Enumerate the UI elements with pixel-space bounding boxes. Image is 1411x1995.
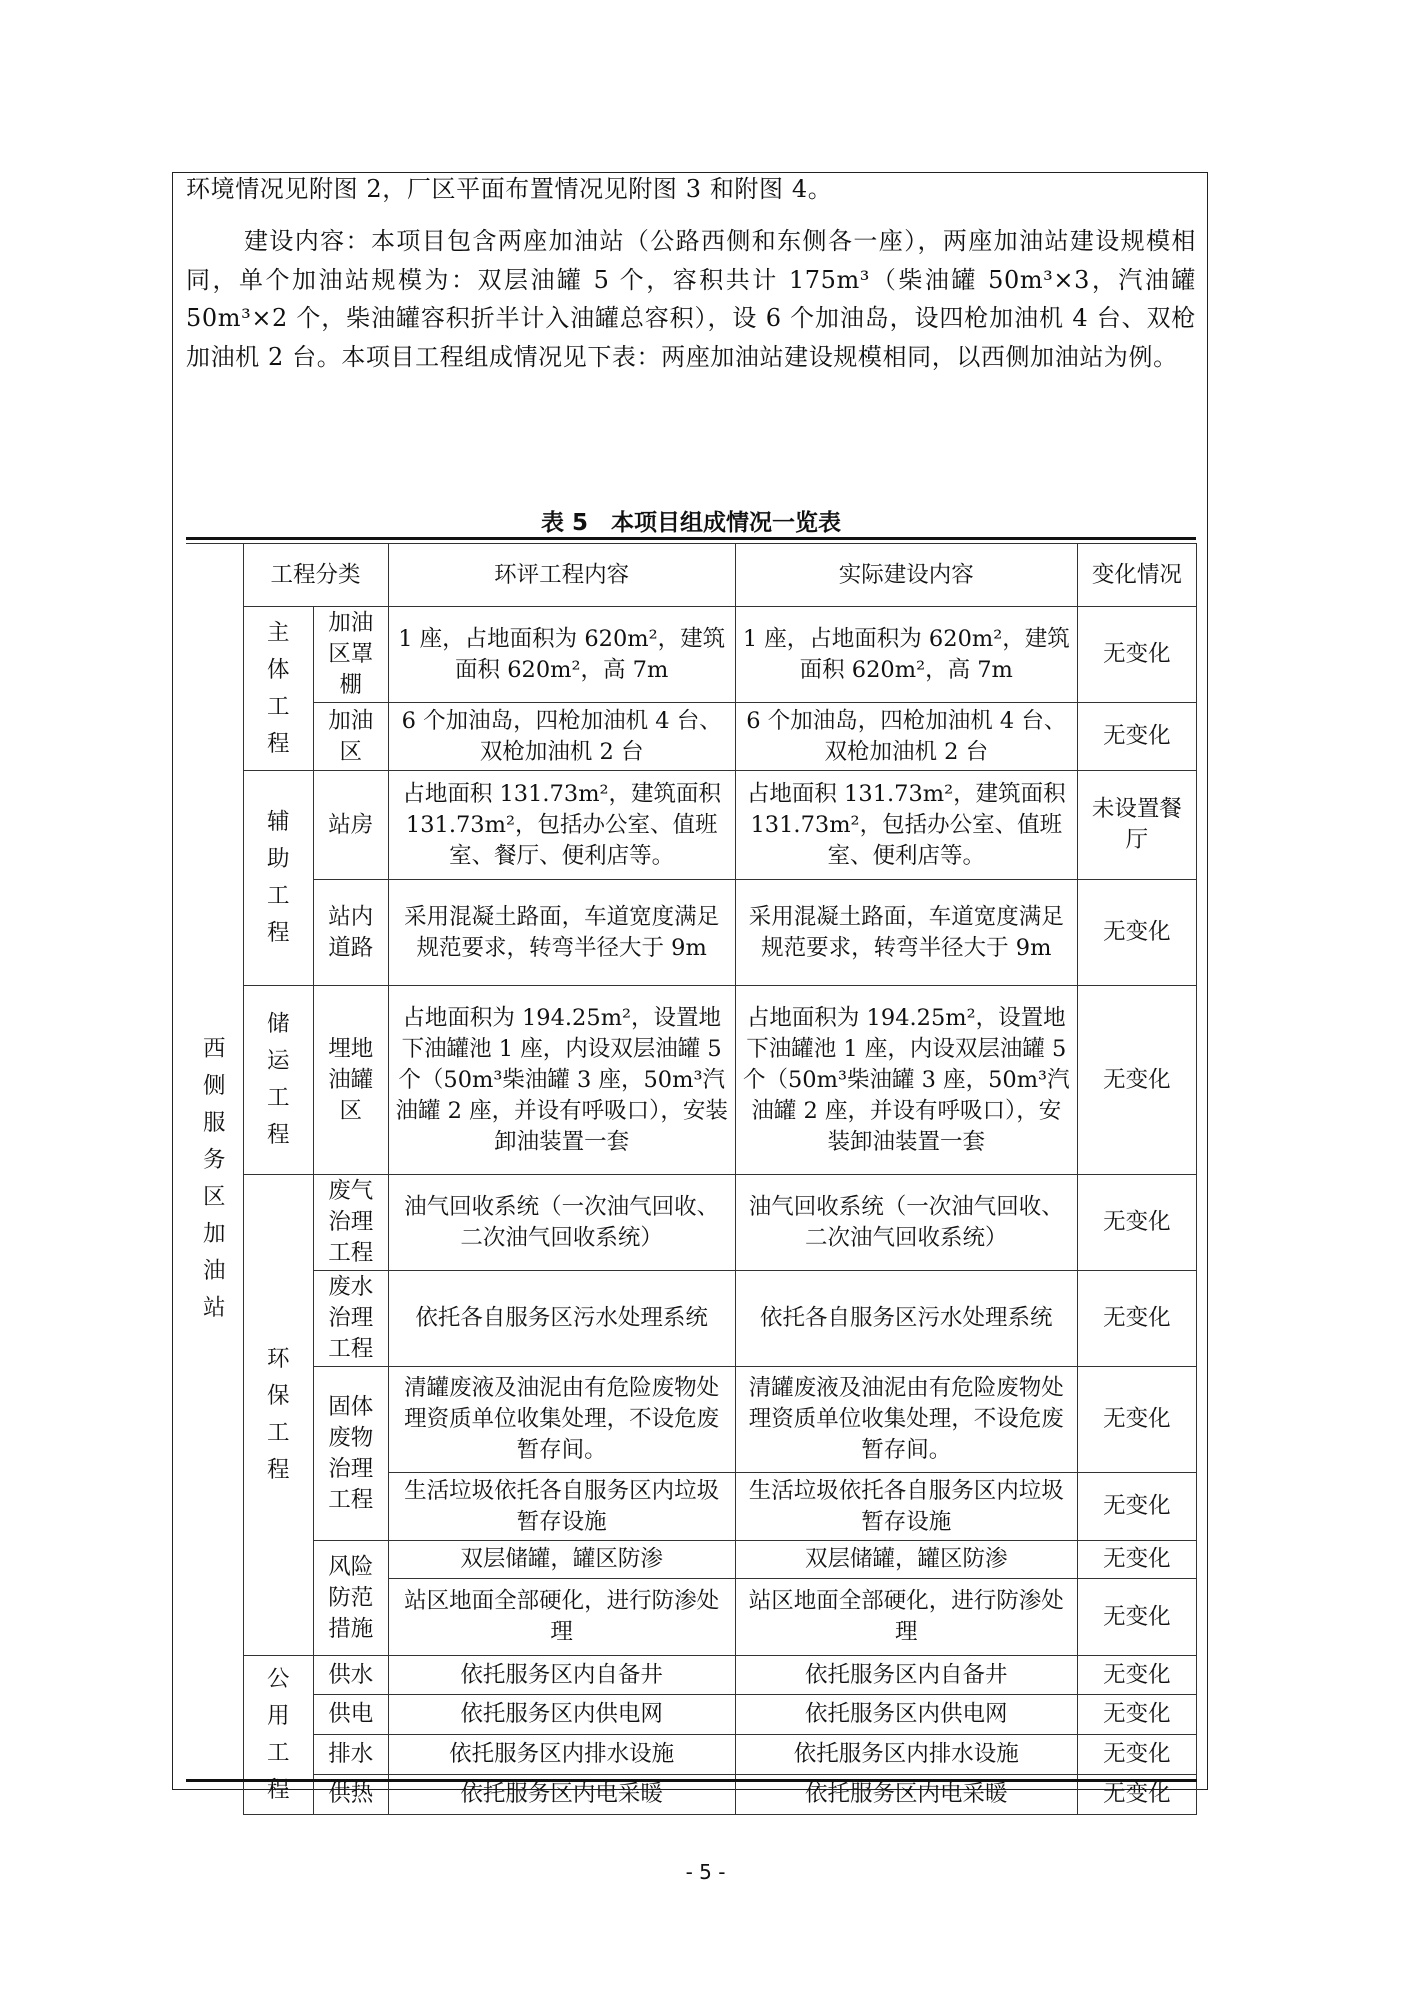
group-label: 公用工程: [266, 1666, 290, 1803]
item-cell: 废水治理工程: [313, 1271, 388, 1367]
item-cell: 加油区: [313, 703, 388, 771]
change-cell: 无变化: [1077, 1656, 1196, 1695]
eia-cell: 油气回收系统（一次油气回收、二次油气回收系统）: [388, 1175, 735, 1271]
actual-cell: 6 个加油岛，四枪加油机 4 台、双枪加油机 2 台: [735, 703, 1077, 771]
eia-cell: 依托服务区内自备井: [388, 1656, 735, 1695]
table-row: [186, 703, 1197, 771]
station-cell: [186, 544, 243, 1815]
group-cell: [243, 1656, 313, 1815]
actual-cell: 双层储罐，罐区防渗: [735, 1541, 1077, 1579]
page-number: - 5 -: [685, 1860, 726, 1884]
paragraph-2: 建设内容：本项目包含两座加油站（公路西侧和东侧各一座），两座加油站建设规模相同，单个加油站规模为：双层油罐 5 个，容积共计 175m³（柴油罐 50m³×3，汽油罐 50m³×2 个，柴油罐容积折半计入油罐总容积），设 6 个加油岛，设四枪加油机 4 台、双枪加油机 2 台。本项目工程组成情况见下表：两座加油站建设规模相同，以西侧加油站为例。: [186, 227, 1196, 371]
change-cell: 无变化: [1077, 986, 1196, 1175]
change-cell: 无变化: [1077, 880, 1196, 986]
eia-cell: 双层储罐，罐区防渗: [388, 1541, 735, 1579]
actual-cell: 依托服务区内电采暖: [735, 1775, 1077, 1815]
item-cell: 埋地油罐区: [313, 986, 388, 1175]
table-bottom-rule: [186, 1779, 1197, 1782]
change-cell: 未设置餐厅: [1077, 771, 1196, 880]
table-row: [186, 607, 1197, 703]
group-label: 主体工程: [266, 619, 290, 757]
table-top-rule: [186, 537, 1196, 540]
item-cell: 站内道路: [313, 880, 388, 986]
actual-cell: 依托服务区内供电网: [735, 1695, 1077, 1735]
actual-cell: 占地面积 131.73m²，建筑面积 131.73m²，包括办公室、值班室、便利店等。: [735, 771, 1077, 880]
change-cell: 无变化: [1077, 1735, 1196, 1775]
group-label: 储运工程: [266, 1011, 290, 1148]
group-cell: [243, 1175, 313, 1656]
item-cell: 废气治理工程: [313, 1175, 388, 1271]
group-cell: [243, 771, 313, 986]
item-cell: 固体废物治理工程: [313, 1367, 388, 1541]
eia-cell: 占地面积 131.73m²，建筑面积 131.73m²，包括办公室、值班室、餐厅、便利店等。: [388, 771, 735, 880]
change-cell: 无变化: [1077, 1579, 1196, 1656]
group-label: 环保工程: [266, 1346, 290, 1483]
table-row: [186, 771, 1197, 880]
change-cell: 无变化: [1077, 1175, 1196, 1271]
header-actual: 实际建设内容: [735, 544, 1077, 607]
actual-cell: 占地面积为 194.25m²，设置地下油罐池 1 座，内设双层油罐 5 个（50m³柴油罐 3 座，50m³汽油罐 2 座，并设有呼吸口），安装卸油装置一套: [735, 986, 1077, 1175]
item-cell: 供热: [313, 1775, 388, 1815]
actual-cell: 油气回收系统（一次油气回收、二次油气回收系统）: [735, 1175, 1077, 1271]
table-row: [186, 1695, 1197, 1735]
actual-cell: 采用混凝土路面，车道宽度满足规范要求，转弯半径大于 9m: [735, 880, 1077, 986]
header-change: 变化情况: [1077, 544, 1196, 607]
change-cell: 无变化: [1077, 1541, 1196, 1579]
actual-cell: 1 座，占地面积为 620m²，建筑面积 620m²，高 7m: [735, 607, 1077, 703]
header-eia: 环评工程内容: [388, 544, 735, 607]
eia-cell: 采用混凝土路面，车道宽度满足规范要求，转弯半径大于 9m: [388, 880, 735, 986]
eia-cell: 依托各自服务区污水处理系统: [388, 1271, 735, 1367]
item-cell: 排水: [313, 1735, 388, 1775]
eia-cell: 依托服务区内供电网: [388, 1695, 735, 1735]
change-cell: 无变化: [1077, 1271, 1196, 1367]
eia-cell: 依托服务区内排水设施: [388, 1735, 735, 1775]
change-cell: 无变化: [1077, 703, 1196, 771]
actual-cell: 清罐废液及油泥由有危险废物处理资质单位收集处理，不设危废暂存间。: [735, 1367, 1077, 1473]
actual-cell: 依托服务区内排水设施: [735, 1735, 1077, 1775]
actual-cell: 生活垃圾依托各自服务区内垃圾暂存设施: [735, 1473, 1077, 1541]
item-cell: 加油区罩棚: [313, 607, 388, 703]
change-cell: 无变化: [1077, 1367, 1196, 1473]
table-caption: 表 5 本项目组成情况一览表: [540, 510, 841, 536]
table-row: [186, 1367, 1197, 1473]
group-label: 辅助工程: [266, 809, 290, 946]
table-row: [186, 1541, 1197, 1579]
table-row: [186, 1175, 1197, 1271]
actual-cell: 依托各自服务区污水处理系统: [735, 1271, 1077, 1367]
eia-cell: 清罐废液及油泥由有危险废物处理资质单位收集处理，不设危废暂存间。: [388, 1367, 735, 1473]
table-row: [186, 1271, 1197, 1367]
eia-cell: 6 个加油岛，四枪加油机 4 台、双枪加油机 2 台: [388, 703, 735, 771]
table-row: [186, 986, 1197, 1175]
composition-table: [186, 543, 1197, 1815]
change-cell: 无变化: [1077, 1775, 1196, 1815]
eia-cell: 生活垃圾依托各自服务区内垃圾暂存设施: [388, 1473, 735, 1541]
item-cell: 供电: [313, 1695, 388, 1735]
table-row: [186, 880, 1197, 986]
actual-cell: 依托服务区内自备井: [735, 1656, 1077, 1695]
table-header-row: [186, 544, 1197, 607]
station-label: 西侧服务区加油站: [202, 1036, 226, 1322]
eia-cell: 1 座，占地面积为 620m²，建筑面积 620m²，高 7m: [388, 607, 735, 703]
item-cell: 站房: [313, 771, 388, 880]
eia-cell: 依托服务区内电采暖: [388, 1775, 735, 1815]
group-cell: [243, 607, 313, 771]
table-row: [186, 1735, 1197, 1775]
eia-cell: 站区地面全部硬化，进行防渗处理: [388, 1579, 735, 1656]
change-cell: 无变化: [1077, 1695, 1196, 1735]
item-cell: 供水: [313, 1656, 388, 1695]
table-row: [186, 1656, 1197, 1695]
change-cell: 无变化: [1077, 1473, 1196, 1541]
paragraph-1: 环境情况见附图 2，厂区平面布置情况见附图 3 和附图 4。: [186, 175, 833, 203]
eia-cell: 占地面积为 194.25m²，设置地下油罐池 1 座，内设双层油罐 5 个（50m³柴油罐 3 座，50m³汽油罐 2 座，并设有呼吸口），安装卸油装置一套: [388, 986, 735, 1175]
group-cell: [243, 986, 313, 1175]
header-category: 工程分类: [243, 544, 388, 607]
change-cell: 无变化: [1077, 607, 1196, 703]
actual-cell: 站区地面全部硬化，进行防渗处理: [735, 1579, 1077, 1656]
item-cell: 风险防范措施: [313, 1541, 388, 1656]
